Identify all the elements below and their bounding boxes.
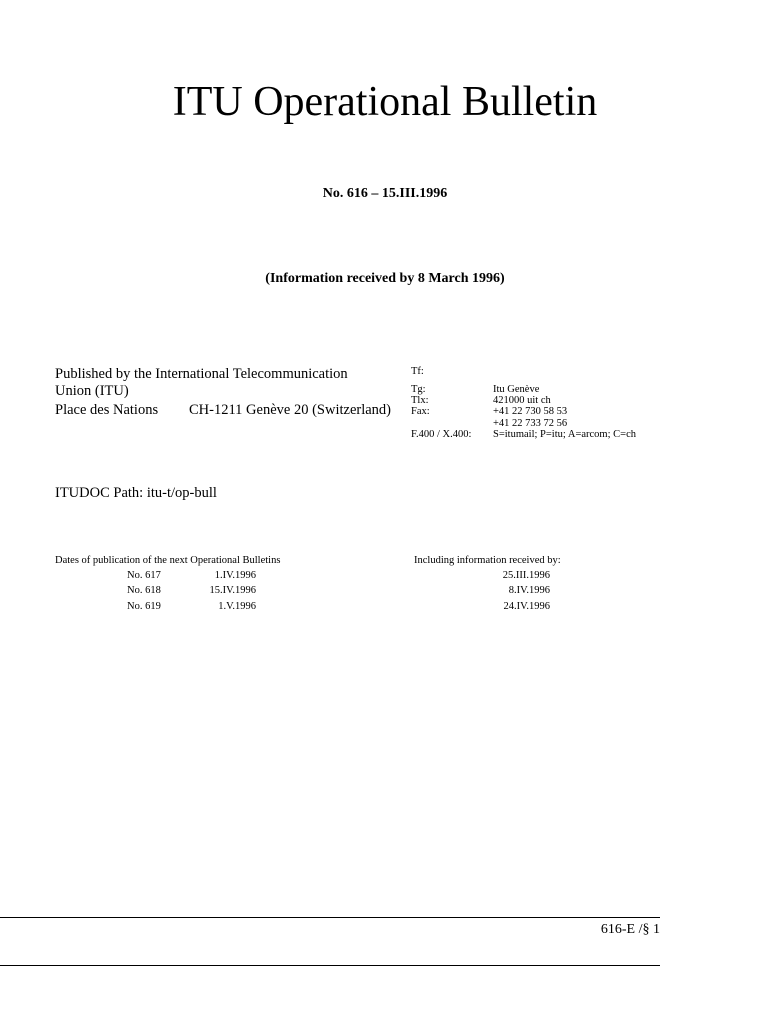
bulletin-title: ITU Operational Bulletin xyxy=(172,79,598,125)
x400-value: S=itumail; P=itu; A=arcom; C=ch xyxy=(493,429,636,440)
fax-label: Fax: xyxy=(411,406,430,417)
footer-top-rule xyxy=(0,917,660,918)
publisher-place: Place des Nations xyxy=(55,402,159,418)
publisher-line-2: Union (ITU) xyxy=(55,383,129,399)
tlx-value: 421000 uit ch xyxy=(493,395,551,406)
information-received-note: (Information received by 8 March 1996) xyxy=(265,271,505,286)
schedule-row-date: 15.IV.1996 xyxy=(209,585,256,596)
schedule-row-no: No. 619 xyxy=(127,601,161,612)
schedule-row-date: 1.IV.1996 xyxy=(214,570,256,581)
schedule-heading-left: Dates of publication of the next Operational Bulletins xyxy=(55,555,281,566)
schedule-row-no: No. 618 xyxy=(127,585,161,596)
tf-label: Tf: xyxy=(411,366,424,377)
footer-bottom-rule xyxy=(0,965,660,966)
x400-label: F.400 / X.400: xyxy=(411,429,472,440)
fax-value-2: +41 22 733 72 56 xyxy=(493,418,568,429)
itudoc-path: ITUDOC Path: itu-t/op-bull xyxy=(55,485,217,501)
page-reference: 616-E /§ 1 xyxy=(600,922,660,937)
schedule-heading-right: Including information received by: xyxy=(414,555,561,566)
schedule-row-received: 25.III.1996 xyxy=(502,570,550,581)
schedule-row-no: No. 617 xyxy=(127,570,161,581)
schedule-row-received: 24.IV.1996 xyxy=(503,601,550,612)
publisher-address: CH-1211 Genève 20 (Switzerland) xyxy=(189,402,392,418)
publisher-line-1: Published by the International Telecommunication xyxy=(55,366,348,382)
schedule-row-date: 1.V.1996 xyxy=(218,601,256,612)
fax-value-1: +41 22 730 58 53 xyxy=(493,406,568,417)
issue-number: No. 616 – 15.III.1996 xyxy=(322,186,448,201)
tg-label: Tg: xyxy=(411,384,426,395)
tg-value: Itu Genève xyxy=(493,384,540,395)
tlx-label: Tlx: xyxy=(411,395,429,406)
schedule-row-received: 8.IV.1996 xyxy=(508,585,550,596)
